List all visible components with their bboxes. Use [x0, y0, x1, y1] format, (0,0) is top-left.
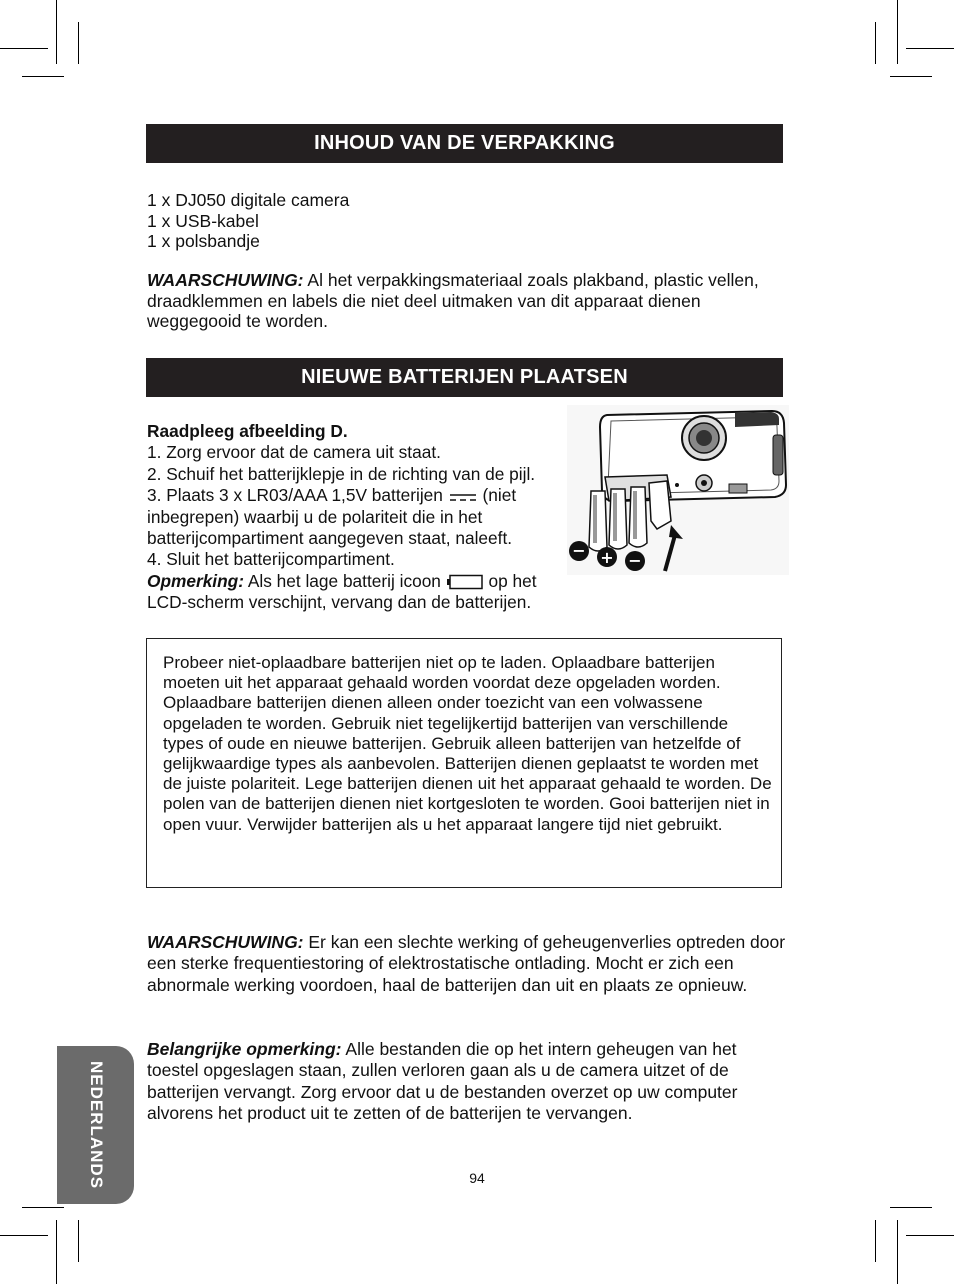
- section-heading-contents: INHOUD VAN DE VERPAKKING: [146, 124, 783, 163]
- polarity-symbol: +: [600, 548, 614, 567]
- warning-label: WAARSCHUWING:: [147, 270, 304, 290]
- important-note: [147, 1039, 787, 1125]
- section-heading-batteries: NIEUWE BATTERIJEN PLAATSEN: [146, 358, 783, 397]
- step-1: 1. Zorg ervoor dat de camera uit staat.: [147, 442, 441, 463]
- note-text-b: op het LCD-scherm verschijnt, vervang dan de batterijen.: [147, 570, 537, 613]
- list-item: 1 x DJ050 digitale camera: [147, 190, 350, 210]
- battery-caution-text: Probeer niet-oplaadbare batterijen niet op te laden. Oplaadbare batterijen moeten uit het apparaat gehaald worden voordat deze opgeladen worden. Oplaadbare batterijen dienen alleen onder toezicht van een volwassene opgeladen te worden. Gebruik niet tegelijkertijd batterijen van verschillende types of oude en nieuwe batterijen. Gebruik alleen batterijen van hetzelfde of gelijkwaardige types als aanbevolen. Batterijen dienen geplaatst te worden met de juiste polariteit. Lege batterijen dienen uit het apparaat gehaald te worden. De polen van de batterijen dienen niet kortgesloten te worden. Gooi batterijen niet in open vuur. Verwijder batterijen als u het apparaat langere tijd niet gebruikt.: [163, 653, 772, 834]
- step-3-text-a: 3. Plaats 3 x LR03/AAA 1,5V batterijen: [147, 485, 443, 506]
- packaging-warning: [147, 270, 783, 332]
- important-label: Belangrijke opmerking:: [147, 1039, 342, 1059]
- warning-label: WAARSCHUWING:: [147, 932, 304, 952]
- dc-voltage-icon: [448, 492, 478, 502]
- important-text: Alle bestanden die op het intern geheugen van het toestel opgeslagen staan, zullen verloren gaan als u de camera uitzet of de batterijen vervangt. Zorg ervoor dat u de bestanden overzet op uw computer alvorens het product uit te zetten of de batterijen te vervangen.: [147, 1039, 738, 1124]
- step-2: 2. Schuif het batterijklepje in de richting van de pijl.: [147, 463, 536, 484]
- language-tab-label: NEDERLANDS: [86, 1060, 106, 1190]
- polarity-symbol: −: [628, 551, 642, 570]
- battery-instructions: [147, 421, 567, 614]
- step-4: 4. Sluit het batterijcompartiment.: [147, 549, 395, 570]
- step-3: [147, 485, 567, 549]
- low-battery-icon: [446, 574, 484, 590]
- step-3-text-b: (niet inbegrepen) waarbij u de polariteit die in het batterijcompartiment aangegeven staat, naleeft.: [147, 485, 517, 549]
- polarity-symbol: −: [572, 541, 586, 560]
- list-item: 1 x USB-kabel: [147, 210, 259, 231]
- figure-reference: Raadpleeg afbeelding D.: [147, 421, 348, 441]
- page-number: 94: [469, 1170, 485, 1186]
- note-text-a: Als het lage batterij icoon: [243, 570, 441, 591]
- warning-text: Er kan een slechte werking of geheugenverlies optreden door een sterke frequentiestoring of elektrostatische ontlading. Mocht er zich een abnormale werking voordoen, haal de batterijen dan uit en plaats ze opnieuw.: [147, 932, 786, 995]
- low-battery-note: [147, 571, 567, 614]
- list-item: 1 x polsbandje: [147, 231, 260, 251]
- warning-text: Al het verpakkingsmateriaal zoals plakband, plastic vellen, draadklemmen en labels die niet deel uitmaken van dit apparaat dienen weggegooid te worden.: [147, 270, 759, 331]
- package-contents-list: [147, 190, 349, 252]
- camera-battery-illustration: [567, 405, 789, 575]
- note-label: Opmerking:: [147, 570, 244, 591]
- battery-caution-box: [146, 638, 782, 888]
- interference-warning: [147, 932, 787, 996]
